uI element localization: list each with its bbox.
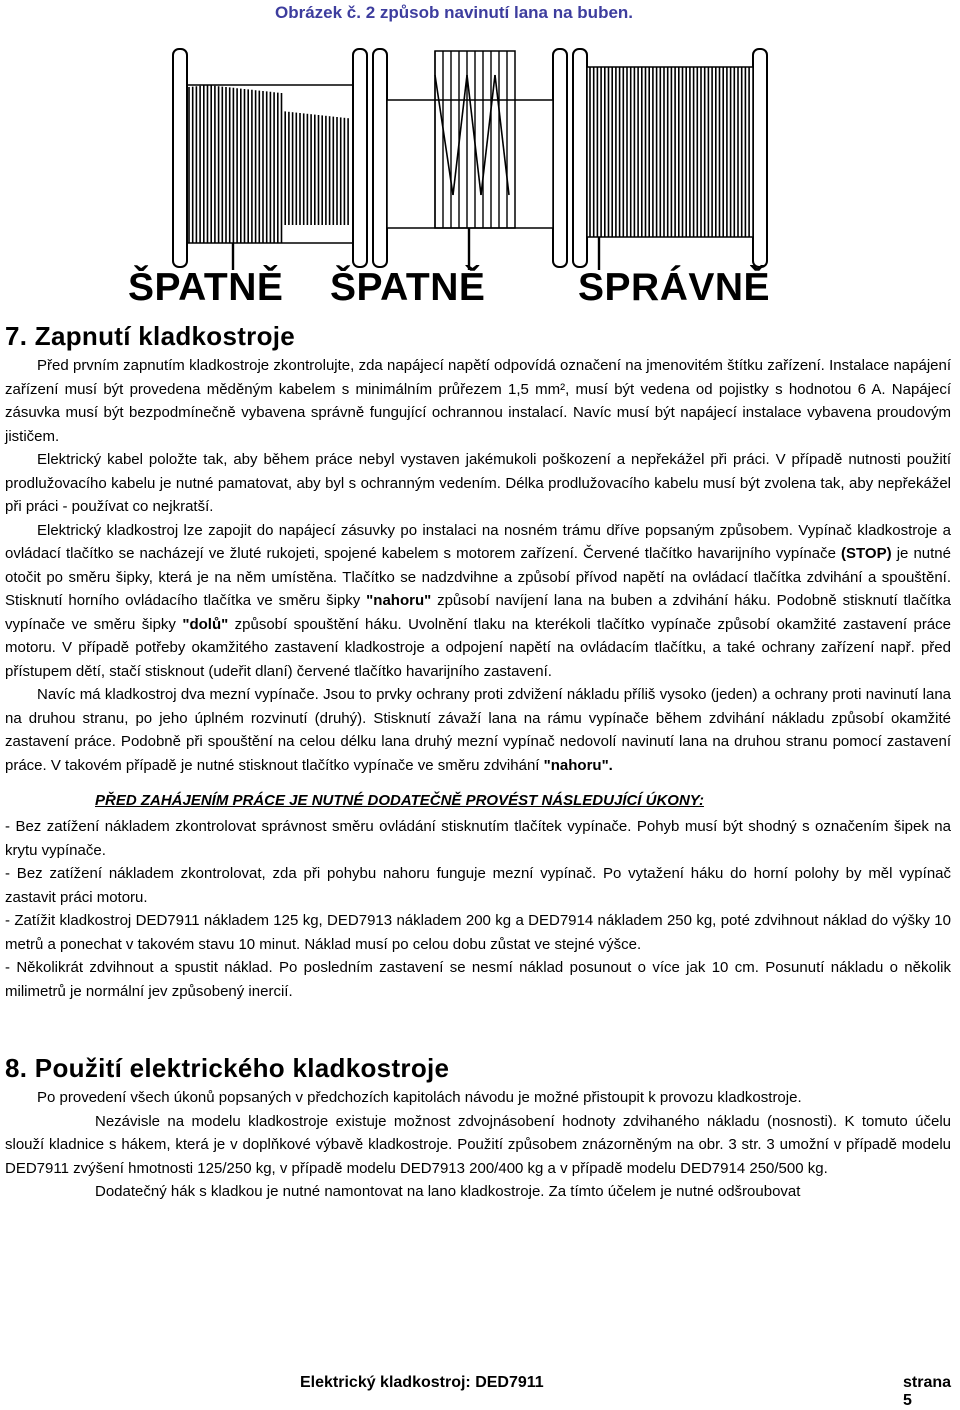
section-8-heading: 8. Použití elektrického kladkostroje [5,1053,450,1083]
drum-wrong-uneven-flange-right [353,49,367,267]
section-8-body [5,1086,951,1204]
figure-caption: Obrázek č. 2 způsob navinutí lana na buben. [275,3,634,22]
pre-work-steps [5,815,951,1003]
verdict-correct: SPRÁVNĚ [578,266,771,309]
verdict-wrong-2: ŠPATNĚ [330,266,486,309]
stop-label: (STOP) [841,545,892,562]
step-item: - Bez zatížení nákladem zkontrolovat, zda při pohybu nahoru funguje mezní vypínač. Po vytažení háku do horní polohy by měl vypínač zastavit práci motoru. [5,865,951,906]
paragraph-operation: Po provedení všech úkonů popsaných v předchozích kapitolách návodu je možné přistoupit k provozu kladkostroje. [37,1089,802,1106]
drum-wrong-crossed-flange-left [373,49,387,267]
step-item: - Několikrát zdvihnout a spustit náklad. Po posledním zastavení se nesmí náklad posunout o více jak 10 cm. Posunutí nákladu o několik milimetrů je normální jev způsobený inercií. [5,959,951,1000]
drum-correct-even-flange-right [753,49,767,267]
paragraph-limit-switches: Navíc má kladkostroj dva mezní vypínače. Jsou to prvky ochrany proti zdvižení nákladu příliš vysoko (jeden) a ochrany proti navinutí lana na druhou stranu, po jeho úplném rozvinutí (druhý). Stisknutí závaží lana na rámu vypínače během zdvihání nákladu způsobí okamžité zastavení práce. Podobně při spouštění na celou délku lana druhý mezní vypínač nedovolí navinutí lana na druhou stranu pomocí zastavení práce. V takovém případě je nutné stisknout tlačítko vypínače ve směru zdvihání "nahoru". [5,686,951,774]
drum-illustrations [165,45,775,270]
section-7-body [5,354,951,777]
up-label: "nahoru" [366,592,432,609]
paragraph-cable: Elektrický kabel položte tak, aby během práce nebyl vystaven jakémukoli poškození a nepřekážel při práci. V případě nutnosti použití prodlužovacího kabelu je nutné pamatovat, aby byl s ochranným vedením. Délka prodlužovacího kabelu musí být zvolena tak, aby nepřekážel při práci - používat co nejkratší. [5,451,951,515]
paragraph-pulley: Nezávisle na modelu kladkostroje existuje možnost zdvojnásobení hodnoty zdvihaného nákladu (nosnosti). K tomuto účelu slouží kladnice s hákem, která je v doplňkové výbavě kladkostroje. Použití způsobem znázorněným na obr. 3 str. 3 umožní v případě modelu DED7911 zvýšení hmotnosti 125/250 kg, v případě modelu DED7913 200/400 kg a v případě modelu DED7914 250/500 kg. [5,1112,951,1177]
step-item: - Zatížit kladkostroj DED7911 nákladem 125 kg, DED7913 nákladem 200 kg a DED7914 nákladem 250 kg, poté zdvihnout náklad do výšky 10 metrů a ponechat v takovém stavu 10 minut. Náklad musí po celou dobu zůstat ve stejné výšce. [5,912,951,953]
down-label: "dolů" [182,615,229,633]
warning-heading: PŘED ZAHÁJENÍM PRÁCE JE NUTNÉ DODATEČNĚ PROVÉST NÁSLEDUJÍCÍ ÚKONY: [95,792,704,809]
step-item: - Bez zatížení nákladem zkontrolovat správnost směru ovládání stisknutím tlačítek vypínače. Pohyb musí být shodný s označením šipek na krytu vypínače. [5,818,951,859]
drum-correct-even-flange-left [573,49,587,267]
paragraph-hook: Dodatečný hák s kladkou je nutné namontovat na lano kladkostroje. Za tímto účelem je nutné odšroubovat [95,1183,801,1200]
verdict-wrong-1: ŠPATNĚ [128,266,284,309]
paragraph-controls: Elektrický kladkostroj lze zapojit do napájecí zásuvky po instalaci na nosném trámu dříve popsaným způsobem. Vypínač kladkostroje a ovládací tlačítko se nacházejí ve žluté rukojeti, spojené kabelem s motorem zařízení. Červené tlačítko havarijního vypínače (STOP) je nutné otočit po směru šipky, která je na něm umístěna. Tlačítko se nadzdvihne a způsobí přívod napětí na ovládací tlačítka zdvihání a spouštění. Stisknutí horního ovládacího tlačítka ve směru šipky "nahoru" způsobí navíjení lana na buben a zdvihání háku. Podobně stisknutí tlačítka vypínače ve směru šipky "dolů" způsobí spouštění háku. Uvolnění tlaku na kterékoli tlačítko vypínače způsobí okamžité zastavení práce motoru. V případě potřeby okamžitého zastavení kladkostroje a odpojení napětí na ovládacím tlačítku, a také ochrany zařízení např. před přístupem dětí, stačí stisknout (udeřit dlaní) červené tlačítko havarijního zastavení. [5,521,951,680]
up-label-2: "nahoru". [543,756,613,774]
footer-product: Elektrický kladkostroj: DED7911 [300,1374,544,1391]
footer-page-number: strana 5 [903,1374,952,1409]
paragraph-power-supply: Před prvním zapnutím kladkostroje zkontrolujte, zda napájecí napětí odpovídá označení na jmenovitém štítku zařízení. Instalace napájení zařízení musí být provedena měděným kabelem s minimálním průřezem 1,5 mm², musí být vedena od pojistky s hodnotou 6 A. Napájecí zásuvka musí být bezpodmínečně vybavena správně fungující ochrannou instalací. Navíc musí být napájecí instalace vybavena proudovým jističem. [5,357,951,445]
drum-wrong-crossed-flange-right [553,49,567,267]
section-7-heading: 7. Zapnutí kladkostroje [5,321,296,351]
drum-wrong-uneven-flange-left [173,49,187,267]
